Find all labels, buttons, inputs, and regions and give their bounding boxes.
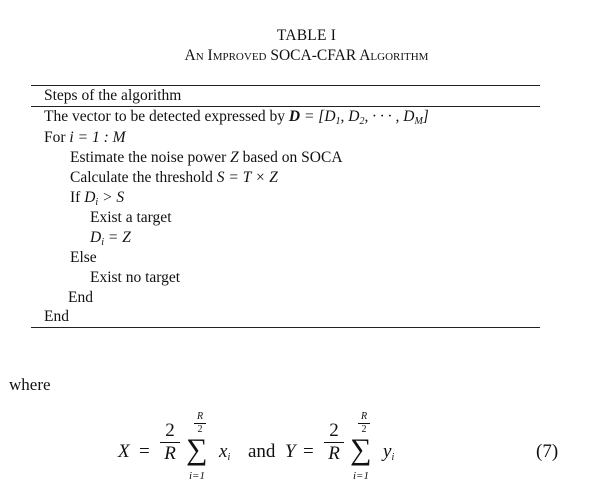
table-caption: An Improved SOCA-CFAR Algorithm bbox=[184, 47, 429, 64]
table-row-exist-no-target: Exist no target bbox=[90, 269, 181, 286]
table-row-exist-target: Exist a target bbox=[90, 209, 172, 226]
row-if-D: D bbox=[84, 189, 96, 206]
row-threshold-text: Calculate the threshold bbox=[70, 169, 217, 186]
eq-frac-1: 2 R bbox=[160, 421, 180, 464]
where-text: where bbox=[9, 375, 51, 394]
eq-xi: $x_i$ bbox=[219, 441, 231, 463]
row-if-rest: > S bbox=[98, 189, 125, 206]
vector-eq: = [$D_1$, $D_2$, · · · , $D_M$] bbox=[300, 108, 429, 127]
eq-equals-2: = bbox=[303, 441, 314, 462]
row-vector-text: The vector to be detected expressed by bbox=[44, 108, 289, 125]
eq-X: X bbox=[118, 441, 130, 462]
equation-7 bbox=[118, 410, 578, 490]
row-if-sub: i bbox=[95, 197, 99, 208]
table-row-end-outer: End bbox=[44, 308, 69, 325]
eq-frac-2: 2 R bbox=[324, 421, 344, 464]
row-for-text: For bbox=[44, 129, 70, 146]
eq-equals-1: = bbox=[139, 441, 150, 462]
vector-D: D bbox=[288, 108, 301, 125]
row-estimate-text: Estimate the noise power bbox=[70, 149, 231, 166]
eq-sum-1-lower: i=1 bbox=[189, 470, 205, 482]
row-assign-D: D bbox=[90, 229, 102, 246]
table-header: Steps of the algorithm bbox=[44, 87, 182, 104]
row-assign-sub: i bbox=[101, 237, 104, 248]
table-row-for bbox=[44, 128, 126, 148]
sigma-icon-1: ∑ bbox=[186, 433, 208, 466]
eq-and: and bbox=[248, 441, 276, 462]
row-assign-rest: = Z bbox=[103, 229, 131, 246]
eq-sum-2-upper: R 2 bbox=[358, 412, 370, 435]
equation-number: (7) bbox=[536, 441, 559, 462]
row-for-math: i = 1 : M bbox=[69, 129, 126, 146]
eq-sum-2-lower: i=1 bbox=[353, 470, 369, 482]
table-row-estimate bbox=[70, 148, 343, 168]
table-bottom-rule bbox=[31, 327, 540, 328]
table-row-threshold bbox=[70, 168, 278, 188]
table-row-end-inner: End bbox=[68, 289, 93, 306]
eq-yi: $y_i$ bbox=[383, 441, 395, 463]
table-number: TABLE I bbox=[276, 27, 337, 44]
row-estimate-text2: based on SOCA bbox=[238, 149, 343, 166]
eq-Y: Y bbox=[285, 441, 296, 462]
row-threshold-math: S = T × Z bbox=[216, 169, 278, 186]
eq-sum-1-upper: R 2 bbox=[194, 412, 206, 435]
table-row-else: Else bbox=[70, 249, 97, 266]
row-estimate-var: Z bbox=[230, 149, 239, 166]
row-if-text: If bbox=[70, 189, 85, 206]
sigma-icon-2: ∑ bbox=[350, 433, 372, 466]
